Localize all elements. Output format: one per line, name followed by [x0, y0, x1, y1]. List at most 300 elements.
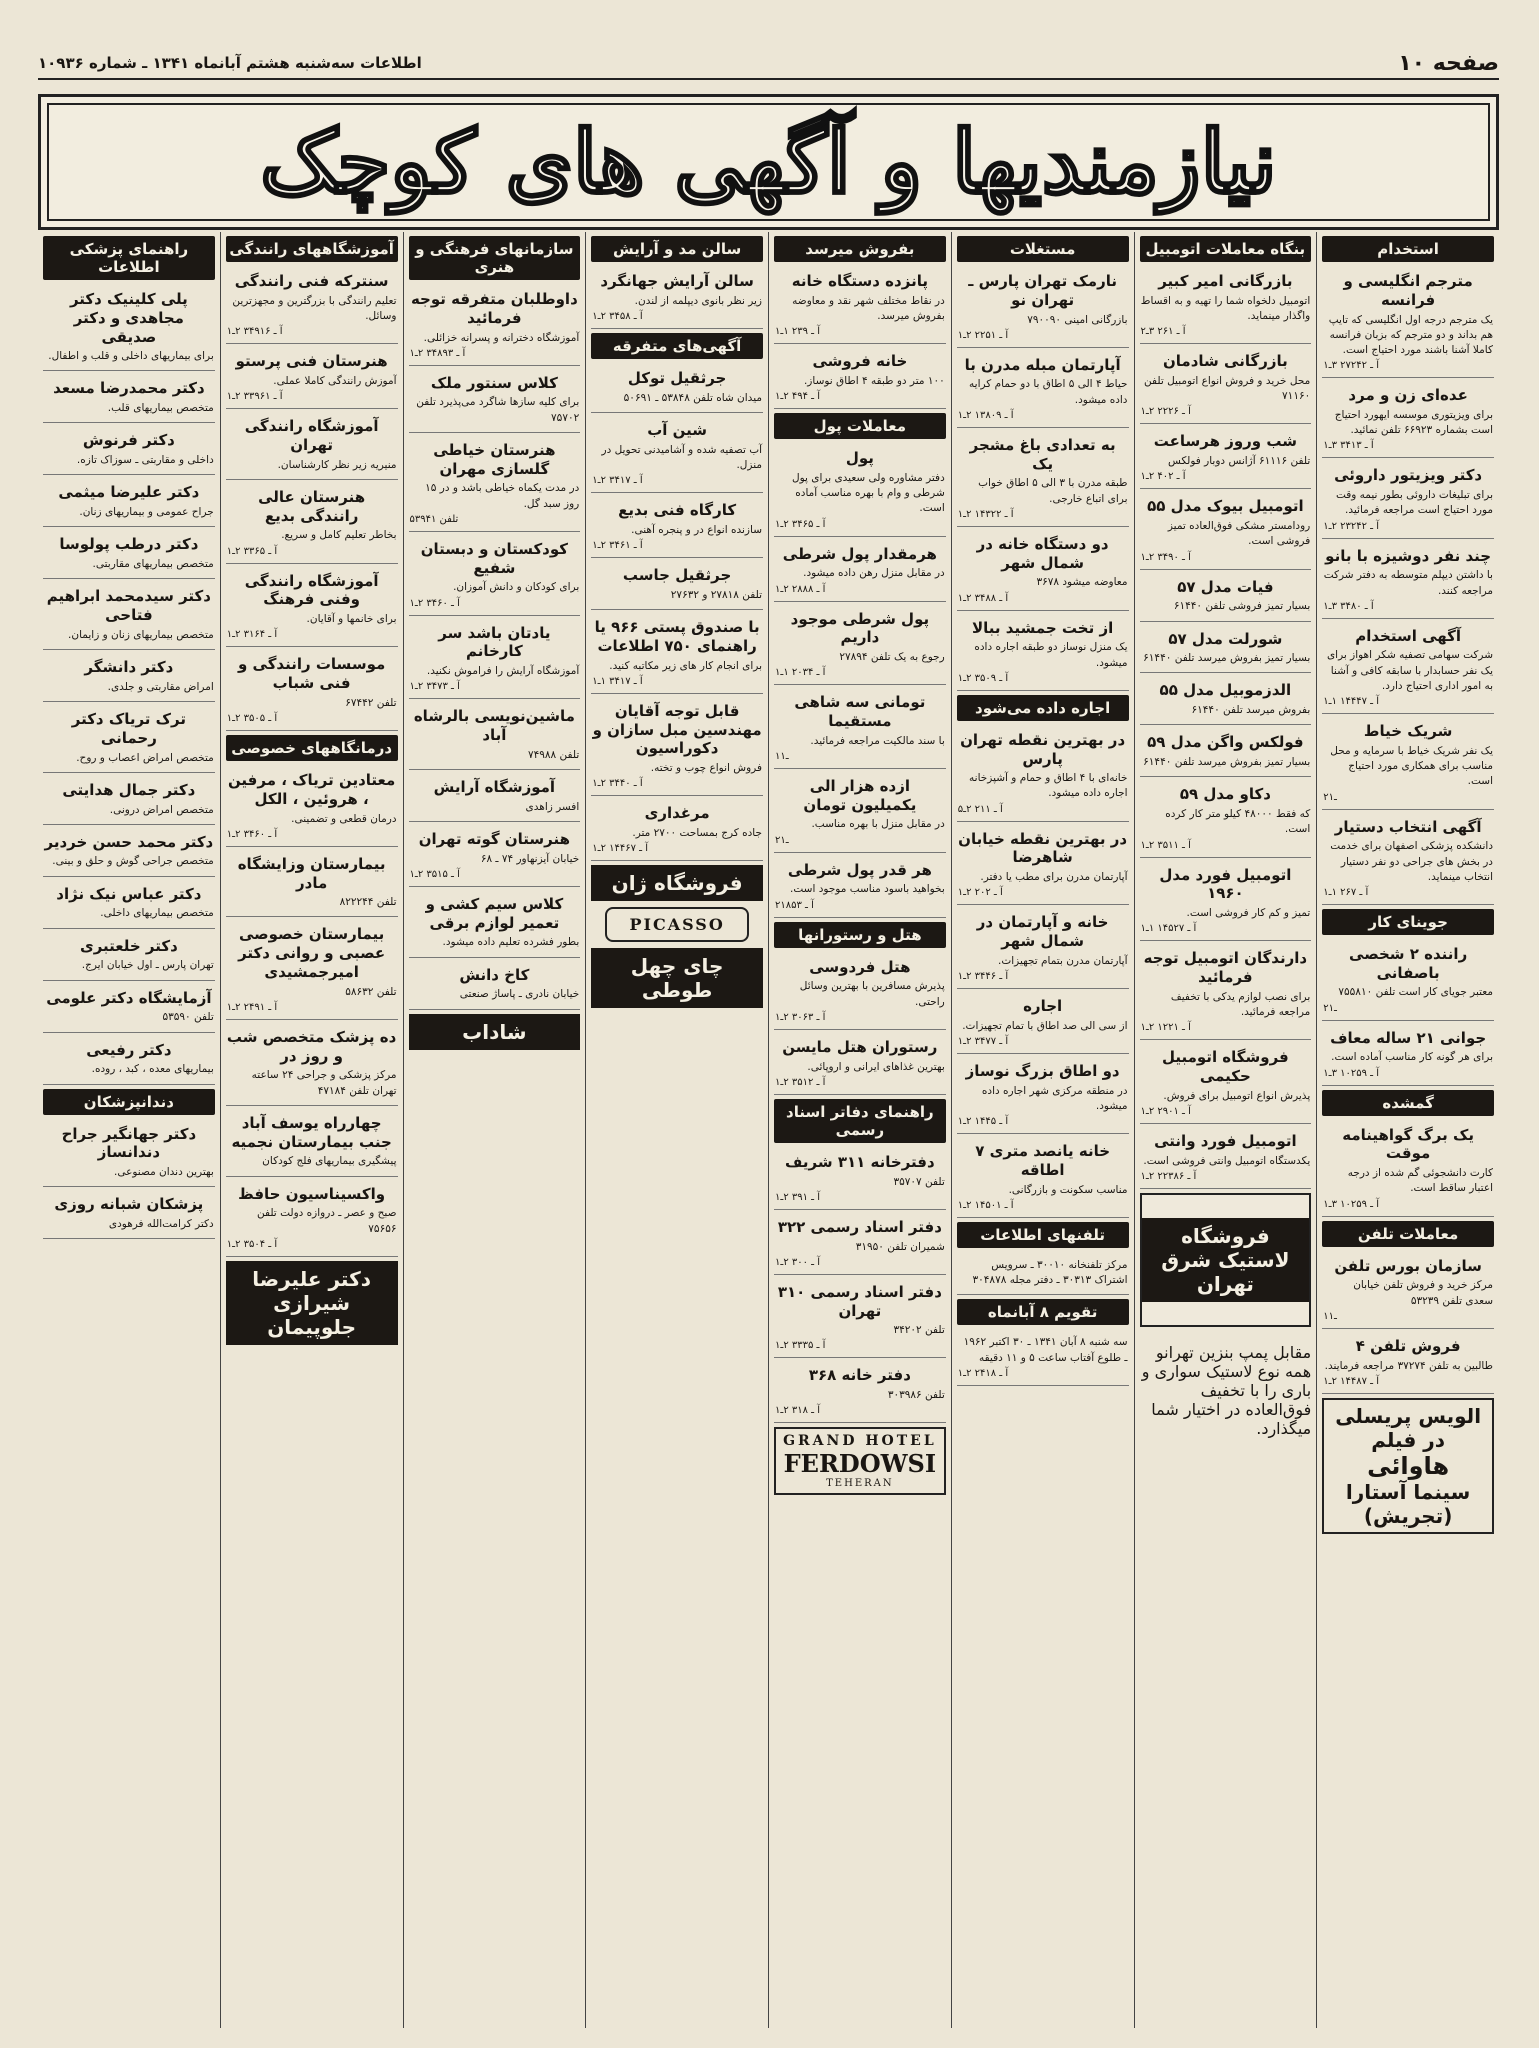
ad-text: پذیرش مسافرین با بهترین وسائل راحتی. — [799, 980, 945, 1008]
ad-code: آ ـ ۲۲۵۱ ۲ـ۱ — [957, 329, 1009, 341]
ad-text: در مقابل منزل رهن داده میشود. — [803, 567, 945, 580]
ad-code: آ ـ ۳۴۴۶ ۲ـ۱ — [957, 971, 1009, 983]
ad-title: داوطلبان متفرقه توجه فرمائید — [410, 290, 578, 327]
ad-title: پول شرطی موجود داریم — [790, 609, 930, 647]
ad-code: آ ـ ۳۵۰۵ ۲ـ۱ — [226, 713, 278, 725]
ad-title: پلی کلینیک دکتر مجاهدی و دکتر صدیقی — [69, 290, 188, 346]
ad-code: آ ـ ۳۴۸۸ ۲ـ۱ — [957, 592, 1009, 604]
ad-title: فروشگاه اتومبیل حکیمی — [1161, 1048, 1289, 1085]
ad-title: واکسیناسیون حافظ — [238, 1184, 386, 1203]
section-heading: استخدام — [1322, 236, 1494, 262]
ad-code: آ ـ ۳۰۶۳ ۲ـ۱ — [775, 1011, 826, 1023]
section-heading: تلفنهای اطلاعات — [957, 1222, 1129, 1248]
ad-text: بخاطر تعلیم کامل و سریع. — [281, 529, 397, 542]
ad-text: تلفن ۶۱۱۱۶ آژانس دوبار فولکس — [1168, 455, 1311, 468]
ad-text: که فقط ۴۸۰۰۰ کیلو متر کار کرده است. — [1165, 808, 1311, 836]
classified-ad — [226, 1110, 398, 1177]
ad-title: یادتان باشد سر کارخانم — [438, 623, 551, 661]
ad-code: آ ـ ۳۵۱۲ ۲ـ۱ — [775, 1076, 826, 1088]
ad-code: آ ـ ۳۱۸ ۲ـ۱ — [775, 1405, 821, 1417]
ad-code: ۲ـ۱ — [1323, 1002, 1337, 1014]
column-2 — [1134, 232, 1317, 2028]
ad-title: در بهترین نقطه تهران پارس — [960, 730, 1126, 768]
ad-title: کلاس سیم کشی و تعمیر لوازم برقی — [425, 894, 564, 932]
classified-ad — [226, 651, 398, 731]
classified-ad — [1322, 1333, 1494, 1394]
ad-title: سالن آرایش جهانگرد — [600, 272, 754, 290]
ad-title: شریک خیاط — [1363, 722, 1453, 741]
classified-ad — [43, 706, 215, 773]
ad-title: دفترخانه ۳۱۱ شریف — [785, 1152, 935, 1171]
ad-title: خانه فروشی — [812, 352, 908, 371]
classified-ad — [1322, 382, 1494, 458]
ad-text: برای بیماریهای داخلی و قلب و اطفال. — [48, 350, 214, 363]
tea-ad: چای چهل طوطی — [591, 948, 763, 1008]
classified-ad — [957, 993, 1129, 1054]
classified-ad — [226, 921, 398, 1019]
ad-title: دکاو مدل ۵۹ — [1179, 785, 1271, 804]
ad-text: در مقابل منزل با بهره مناسب. — [811, 818, 945, 831]
ad-text: تلفن ۵۳۵۹۰ — [162, 1011, 214, 1024]
classified-ad — [774, 1214, 946, 1275]
section-heading: هتل و رستورانها — [774, 922, 946, 948]
ad-title: اتومبیل فورد مدل ۱۹۶۰ — [1159, 865, 1292, 903]
ad-text: سازنده انواع در و پنجره آهنی. — [631, 523, 762, 536]
ad-code: آ ـ ۳۰۰ ۲ـ۱ — [775, 1256, 821, 1268]
cinema-line-2: هاوائی — [1367, 1451, 1450, 1480]
ad-title: دکتر درطب پولوسا — [59, 535, 199, 554]
section-heading: گمشده — [1322, 1090, 1494, 1116]
ad-text: مرکز پزشکی و جراحی ۲۴ ساعته تهران تلفن ۴۷۱۸۴ — [251, 1069, 397, 1097]
ad-text: مناسب سکونت و بازرگانی. — [1008, 1183, 1128, 1196]
columns — [38, 232, 1499, 2028]
ad-text: برای کودکان و دانش آموزان. — [453, 581, 580, 594]
classified-ad — [1322, 941, 1494, 1021]
ad-code: آ ـ ۳۴۶۰ ۲ـ۱ — [409, 597, 460, 609]
classified-ad — [43, 985, 215, 1033]
ad-code: آ ـ ۲۴۱۸ ۲ـ۱ — [957, 1367, 1009, 1379]
ad-title: اتومبیل بیوک مدل ۵۵ — [1147, 497, 1304, 516]
ad-code: آ ـ ۲۳۹ ۱ـ۱ — [775, 326, 821, 338]
ad-title: دفتر خانه ۳۶۸ — [808, 1366, 911, 1385]
tire-shop-ad — [1140, 1193, 1312, 1327]
ad-code: آ ـ ۳۴۱۷ ۱ـ۱ — [592, 675, 643, 687]
ad-text: سه شنبه ۸ آبان ۱۳۴۱ ـ ۳۰ اکتبر ۱۹۶۲ ـ طلوع آفتاب ساعت ۵ و ۱۱ دقیقه — [963, 1336, 1128, 1364]
classified-ad — [226, 767, 398, 847]
ad-text: برای ویزیتوری موسسه ایهورد احتیاج است بشماره ۶۶۹۲۳ تلفن نمائید. — [1334, 408, 1493, 437]
ad-code: آ ـ ۳۴۷۳ ۲ـ۱ — [409, 681, 460, 693]
ad-title: رستوران هتل مایسن — [782, 1037, 938, 1056]
ad-title: هنرستان فنی پرستو — [235, 352, 388, 371]
ad-code: آ ـ ۲۲۳۸۶ ۲ـ۱ — [1140, 1170, 1197, 1182]
ad-text: طالبین به تلفن ۳۷۲۷۴ مراجعه فرمایند. — [1324, 1359, 1493, 1372]
ad-text: درمان قطعی و تضمینی. — [291, 812, 397, 825]
ad-title: فیات مدل ۵۷ — [1177, 577, 1274, 596]
ad-text: با داشتن دیپلم متوسطه به دفتر شرکت مراجعه کنند. — [1323, 569, 1493, 597]
classified-ad — [591, 497, 763, 558]
ad-title: ترک تریاک دکتر رحمانی — [71, 710, 186, 747]
ad-text: مرکز تلفنخانه ۳۰۰۱۰ ـ سرویس اشتراک ۳۰۳۱۳ ـ دفتر مجله ۳۰۴۸۷۸ — [972, 1259, 1128, 1287]
section-heading: سازمانهای فرهنگی و هنری — [409, 236, 581, 280]
ad-code: آ ـ ۱۴۴۸۷ ۲ـ۱ — [1323, 1375, 1380, 1387]
classified-ad — [1322, 268, 1494, 378]
ad-text: برای تبلیغات داروئی بطور نیمه وقت مورد احتیاج است مراجعه فرمائید. — [1335, 489, 1493, 517]
classified-ad — [43, 479, 215, 527]
ad-title: دکتر دانشگر — [84, 658, 174, 677]
ad-text: جراح عمومی و بیماریهای زنان. — [79, 506, 214, 519]
ad-text: محل خرید و فروش انواع اتومبیل تلفن ۷۱۱۶۰ — [1144, 374, 1311, 403]
column-4 — [768, 232, 951, 2028]
ad-text: متخصص امراض درونی. — [109, 803, 214, 816]
classified-ad — [409, 286, 581, 366]
ad-code: آ ـ ۳۴۴۰ ۲ـ۱ — [592, 778, 643, 790]
classified-ad — [774, 857, 946, 918]
ad-title: راننده ۲ شخصی باصفانی — [1349, 944, 1468, 982]
classified-ad — [1322, 1025, 1494, 1086]
column-7 — [220, 232, 403, 2028]
classified-ad — [226, 413, 398, 480]
section-heading: راهنمای پزشکی اطلاعات — [43, 236, 215, 280]
ad-text: جاده کرج بمساحت ۲۷۰۰ متر. — [632, 827, 762, 839]
ad-text: برای کلیه سازها شاگرد می‌پذیرد تلفن ۷۵۷۰۲ — [416, 396, 580, 424]
classified-ad — [1322, 718, 1494, 809]
ad-title: آگهی استخدام — [1355, 626, 1462, 645]
classified-ad — [409, 826, 581, 887]
ad-text: صبح و عصر ـ دروازه دولت تلفن ۷۵۶۵۶ — [257, 1207, 397, 1235]
ad-text: معاوضه میشود ۳۶۷۸ — [1036, 576, 1128, 589]
classified-ad — [774, 773, 946, 853]
classifieds-banner — [38, 94, 1499, 230]
ad-text: متخصص بیماریهای مقاربتی. — [92, 558, 214, 571]
classified-ad — [957, 1331, 1129, 1385]
ad-text: یک مترجم درجه اول انگلیسی که تایپ هم بداند و دو مترجم که بزبان فرانسه کاملا آشنا باشند مورد احتیاج است. — [1328, 313, 1493, 356]
ad-text: دانشکده پزشکی اصفهان برای خدمت در بخش های جراحی دو نفر دستیار انتخاب مینماید. — [1330, 840, 1493, 883]
classified-ad — [591, 800, 763, 861]
ad-text: با سند مالکیت مراجعه فرمائید. — [810, 734, 945, 747]
ad-text: تلفن ۷۴۹۸۸ — [528, 748, 580, 761]
ad-title: دکتر محمد حسن خردیر — [44, 832, 214, 851]
ad-title: سنترکه فنی رانندگی — [234, 272, 389, 290]
ad-title: بیمارستان خصوصی عصبی و روانی دکتر امیرجمشیدی — [238, 925, 386, 981]
classified-ad — [1322, 462, 1494, 538]
ad-code: آ ـ ۳۹۱ ۲ـ۱ — [775, 1191, 821, 1203]
classified-ad — [1140, 862, 1312, 942]
ad-title: جرثقیل جاسب — [622, 566, 732, 585]
ad-code: آ ـ ۲۳۲۴۲ ۲ـ۱ — [1323, 520, 1380, 532]
ad-title: آگهی انتخاب دستیار — [1334, 817, 1482, 836]
ad-text: آپارتمان مدرن برای مطب یا دفتر. — [980, 871, 1128, 884]
ad-title: دکتر خلعتبری — [79, 936, 178, 955]
ad-title: فولکس واگن مدل ۵۹ — [1147, 733, 1304, 752]
classified-ad — [774, 445, 946, 536]
classified-ad — [226, 1181, 398, 1257]
ad-code: آ ـ ۲۰۳۴ ۱ـ۱ — [775, 667, 826, 679]
classified-ad — [591, 614, 763, 694]
section-heading: بنگاه معاملات اتومبیل — [1140, 236, 1312, 262]
ad-title: معتادین تریاک ، مرفین ، هروئین ، الکل — [227, 771, 396, 808]
section-heading: دندانپزشکان — [43, 1089, 215, 1115]
classified-ad — [409, 703, 581, 770]
ad-code: آ ـ ۲۶۷ ۱ـ۱ — [1323, 886, 1369, 898]
classified-ad — [226, 568, 398, 648]
ad-title: نارمک تهران پارس ـ تهران نو — [968, 272, 1117, 309]
ad-text: یک نفر شریک خیاط با سرمایه و محل مناسب برای همکاری مورد احتیاج است. — [1330, 744, 1493, 788]
ad-code: آ ـ ۳۴۶۰ ۲ـ۱ — [226, 828, 278, 840]
ad-text: بازرگانی امینی ۷۹۰۰۹۰ — [1027, 313, 1128, 326]
ad-title: بازرگانی شادمان — [1163, 352, 1288, 371]
ad-title: خانه یانصد متری ۷ اطاقه — [975, 1142, 1111, 1180]
ad-title: جرثقیل توکل — [627, 368, 727, 387]
ad-code: آ ـ ۱۰۲۵۹ ۳ـ۱ — [1323, 1198, 1380, 1210]
ad-code: آ ـ ۲۱۸۵۳ — [775, 899, 814, 911]
cinema-ad — [1322, 1398, 1494, 1534]
ad-text: متخصص بیماریهای داخلی. — [100, 907, 214, 920]
ad-title: دکتر علیرضا میثمی — [58, 483, 200, 502]
ad-code: آ ـ ۳۳۳۵ ۲ـ۱ — [775, 1340, 826, 1352]
ad-title: دارندگان اتومبیل توجه فرمائید — [1143, 949, 1308, 987]
column-6 — [403, 232, 586, 2028]
ad-code: تلفن ۵۳۹۴۱ — [409, 513, 459, 525]
ad-title: ماشین‌نویسی بالرشاه آباد — [413, 707, 575, 745]
classified-ad — [226, 1024, 398, 1106]
ad-text: بسیار تمیز بفروش میرسد تلفن ۶۱۴۴۰ — [1143, 756, 1311, 769]
ad-text: بسیار تمیز فروشی تلفن ۶۱۴۴۰ — [1173, 600, 1311, 613]
classified-ad — [409, 891, 581, 958]
ad-title: پانزده دستگاه خانه — [791, 272, 928, 290]
classified-ad — [1140, 1044, 1312, 1124]
cinema-line-3: سینما آستارا (تجریش) — [1345, 1479, 1471, 1528]
ad-title: کودکستان و دبستان شفیع — [420, 539, 569, 577]
classified-ad — [591, 417, 763, 493]
classified-ad — [226, 268, 398, 344]
ad-title: بازرگانی امیر کبیر — [1158, 272, 1293, 290]
classified-ad — [957, 727, 1129, 822]
ad-text: دفتر مشاوره ولی سعیدی برای پول شرطی و وام با بهره مناسب آماده است. — [791, 471, 945, 515]
ad-code: آ ـ ۴۹۴ ۲ـ۱ — [775, 391, 821, 403]
classified-ad — [774, 268, 946, 344]
ad-code: ۲ـ۱ — [775, 834, 789, 846]
ad-text: رجوع به یک تلفن ۲۷۸۹۴ — [839, 651, 945, 664]
classified-ad — [43, 829, 215, 877]
ad-text: یک منزل نوساز دو طبقه اجاره داده میشود. — [974, 641, 1128, 669]
ad-text: بفروش میرسد تلفن ۶۱۴۴۰ — [1191, 704, 1311, 717]
ad-title: عده‌ای زن و مرد — [1348, 386, 1468, 405]
ad-text: ۱۰۰ متر دو طبقه ۴ اطاق نوساز. — [803, 374, 945, 387]
ad-code: آ ـ ۲۹۰۱ ۲ـ۱ — [1140, 1105, 1191, 1117]
ad-text: بطور فشرده تعلیم داده میشود. — [442, 936, 580, 949]
ad-title: شورلت مدل ۵۷ — [1168, 629, 1283, 648]
ad-title: اجاره — [1023, 997, 1063, 1016]
ad-text: آموزش رانندگی کاملا عملی. — [273, 374, 397, 387]
classified-ad — [43, 777, 215, 825]
classified-ad — [1322, 543, 1494, 619]
classified-ad — [226, 484, 398, 564]
ad-title: با صندوق پستی ۹۶۶ یا راهنمای ۷۵۰ اطلاعات — [594, 618, 760, 655]
hotel-logo-grand: GRAND HOTEL — [783, 1433, 937, 1450]
ad-title: فروش تلفن ۴ — [1355, 1336, 1461, 1355]
ad-code: آ ـ ۲۷۲۴۲ ۳ـ۱ — [1323, 360, 1380, 372]
classified-ad — [1140, 428, 1312, 489]
ad-code: آ ـ ۳۴۵۸ ۲ـ۱ — [592, 310, 643, 322]
ad-title: هنرستان گوته تهران — [418, 829, 571, 848]
ad-title: سازمان بورس تلفن — [1334, 1256, 1482, 1275]
ad-text: تعلیم رانندگی با بزرگترین و مجهزترین وسائل. — [232, 294, 397, 322]
section-heading: درمانگاههای خصوصی — [226, 735, 398, 761]
ad-text: بیماریهای معده ، کبد ، روده. — [91, 1063, 214, 1076]
hotel-logo-name: FERDOWSI — [783, 1449, 937, 1479]
ad-text: خیابان نادری ـ پاساژ صنعتی — [459, 988, 580, 1001]
classified-ad — [1322, 1253, 1494, 1329]
ad-text: پذیرش انواع اتومبیل برای فروش. — [1163, 1089, 1311, 1102]
section-heading: مستغلات — [957, 236, 1129, 262]
ad-title: دفتر اسناد رسمی ۳۱۰ تهران — [777, 1282, 942, 1320]
ad-title: چهارراه یوسف آباد جنب بیمارستان نجمیه — [231, 1113, 392, 1151]
ad-title: دفتر اسناد رسمی ۳۲۲ — [777, 1217, 942, 1236]
ad-code: آ ـ ۱۴۴۶۷ ۲ـ۱ — [592, 843, 649, 855]
ad-code: آ ـ ۱۴۴۴۷ ۱ـ۱ — [1323, 696, 1380, 708]
ad-text: مرکز خرید و فروش تلفن خیابان سعدی تلفن ۵۳۲۳۹ — [1353, 1279, 1493, 1307]
ad-text: تلفن ۶۷۴۴۲ — [345, 696, 397, 709]
ad-title: دکتر سیدمحمد ابراهیم فتاحی — [46, 587, 211, 625]
ad-title: دکتر عباس نیک نژاد — [56, 884, 202, 903]
classified-ad — [774, 1362, 946, 1423]
tire-shop-name: فروشگاه لاستیک شرق تهران — [1142, 1218, 1310, 1302]
classified-ad — [43, 375, 215, 423]
ad-text: فروش انواع چوب و تخته. — [650, 762, 762, 775]
section-heading: بفروش میرسد — [774, 236, 946, 262]
classified-ad — [774, 689, 946, 769]
ad-title: کارگاه فنی بدیع — [618, 501, 737, 520]
classified-ad — [591, 698, 763, 796]
ad-text: تهران پارس ـ اول خیابان ایرج. — [81, 959, 214, 972]
ad-code: آ ـ ۳۳۹۶۱ ۲ـ۱ — [226, 391, 283, 403]
ad-text: تلفن ۸۲۲۲۴۴ — [339, 896, 397, 909]
ad-code: آ ـ ۳۴۸۹۳ ۲ـ۱ — [409, 347, 466, 359]
ad-text: رودامستر مشکی فوق‌العاده تمیز فروشی است. — [1167, 520, 1311, 548]
column-3 — [951, 232, 1134, 2028]
ad-code: آ ـ ۱۲۲۱ ۲ـ۱ — [1140, 1022, 1191, 1034]
ad-title: موسسات رانندگی و فنی شباب — [237, 655, 386, 693]
ad-text: معتبر جویای کار است تلفن ۷۵۵۸۱۰ — [1338, 986, 1493, 999]
ad-text: حیاط ۴ الی ۵ اطاق با دو حمام کرایه داده میشود. — [969, 378, 1128, 406]
ad-code: آ ـ ۲۲۲۶ ۲ـ۱ — [1140, 406, 1191, 418]
classified-ad — [43, 881, 215, 929]
shadab-ad: شاداب — [409, 1014, 581, 1050]
ad-code: آ ـ ۳۴۹۱۶ ۲ـ۱ — [226, 326, 283, 338]
ad-text: آموزشگاه آرایش را فراموش نکنید. — [426, 665, 580, 678]
ad-text: در مدت یکماه خیاطی باشد و در ۱۵ روز سبد گل. — [425, 482, 580, 510]
classified-ad — [1140, 574, 1312, 622]
issue-info: اطلاعات سه‌شنبه هشتم آبانماه ۱۳۴۱ ـ شماره ۱۰۹۳۶ — [38, 54, 422, 72]
ad-title: کلاس سنتور ملک — [430, 373, 558, 392]
ad-title: در بهترین نقطه خیابان شاهرضا — [958, 829, 1128, 867]
ad-title: آموزشگاه رانندگی تهران — [244, 417, 379, 454]
classified-ad — [1322, 1122, 1494, 1217]
ad-text: کارت دانشجوئی گم شده از درجه اعتبار ساقط است. — [1347, 1167, 1493, 1195]
ad-text: برای خانمها و آقایان. — [306, 613, 397, 626]
ad-code: آ ـ ۳۳۶۵ ۲ـ۱ — [226, 545, 278, 557]
section-heading: تقویم ۸ آبانماه — [957, 1299, 1129, 1325]
shop-jean-ad: فروشگاه ژان — [591, 865, 763, 901]
ad-code: آ ـ ۲۱۱ ۲ـ۵ — [957, 803, 1003, 815]
ad-text: برای نصب لوازم یدکی با تخفیف مراجعه فرمائید. — [1170, 990, 1311, 1019]
ad-text: در منطقه مرکزی شهر اجاره داده میشود. — [981, 1084, 1128, 1113]
classified-ad — [43, 654, 215, 702]
classified-ad — [957, 432, 1129, 527]
classified-ad — [957, 1058, 1129, 1134]
ad-text: آپارتمان مدرن بتمام تجهیزات. — [998, 954, 1128, 967]
section-heading: سالن مد و آرایش — [591, 236, 763, 262]
classified-ad — [1322, 814, 1494, 905]
ad-title: به تعدادی باغ مشجر یک — [969, 435, 1116, 473]
ad-code: آ ـ ۲۰۲ ۲ـ۱ — [957, 887, 1003, 899]
ad-text: تلفن ۳۰۳۹۸۶ — [887, 1389, 945, 1402]
ad-text: تمیز و کم کار فروشی است. — [1186, 907, 1311, 920]
ad-title: آموزشگاه رانندگی وفنی فرهنگ — [244, 571, 379, 609]
ad-code: آ ـ ۲۴۹۱ ۲ـ۱ — [226, 1001, 278, 1013]
ad-title: الدزموبیل مدل ۵۵ — [1159, 681, 1292, 700]
ad-code: آ ـ ۳۱۶۴ ۲ـ۱ — [226, 629, 278, 641]
classified-ad — [774, 1279, 946, 1359]
ad-code: آ ـ ۱۴۳۲۲ ۲ـ۱ — [957, 508, 1014, 520]
column-1 — [1316, 232, 1499, 2028]
classified-ad — [43, 933, 215, 981]
classified-ad — [1140, 268, 1312, 344]
ad-code: آ ـ ۱۰۲۵۹ ۳ـ۱ — [1323, 1067, 1380, 1079]
ad-code: ۱ـ۱ — [1323, 1310, 1337, 1322]
ad-title: دکتر جمال هدایتی — [62, 780, 196, 799]
ad-title: آپارتمان مبله مدرن با — [964, 355, 1121, 374]
section-heading: جوینای کار — [1322, 909, 1494, 935]
classified-ad — [957, 1254, 1129, 1295]
ad-title: یک برگ گواهینامه موقت — [1342, 1125, 1474, 1163]
ad-title: شب وروز هرساعت — [1153, 432, 1297, 451]
ad-text: تلفن ۳۴۲۰۲ — [893, 1324, 945, 1337]
ad-text: از سی الی صد اطاق با تمام تجهیزات. — [962, 1019, 1128, 1032]
ad-title: هرمقدار پول شرطی — [782, 544, 937, 563]
ad-text: در نقاط مختلف شهر نقد و معاوضه بفروش میرسد. — [792, 294, 945, 322]
ad-code: آ ـ ۳۵۱۵ ۲ـ۱ — [409, 868, 460, 880]
ad-title: جوانی ۲۱ ساله معاف — [1330, 1028, 1487, 1047]
classified-ad — [774, 348, 946, 409]
classified-ad — [1140, 945, 1312, 1040]
section-heading: آموزشگاههای رانندگی — [226, 236, 398, 262]
classified-ad — [774, 606, 946, 686]
ad-title: چند نفر دوشیزه با بانو — [1325, 546, 1492, 565]
ad-title: دکتر فرنوش — [82, 431, 175, 450]
section-heading: اجاره داده می‌شود — [957, 695, 1129, 721]
classified-ad — [1140, 626, 1312, 674]
ad-text: خیابان آیزنهاور ۷۴ ـ ۶۸ — [480, 852, 580, 865]
ad-text: برای انجام کار های زیر مکاتبه کنید. — [609, 659, 762, 672]
ad-text: دکتر کرامت‌الله فرهودی — [108, 1218, 214, 1231]
ad-text: میدان شاه تلفن ۵۳۸۴۸ ـ ۵۰۶۹۱ — [623, 391, 762, 404]
ad-title: ازده هزار الی یکمیلیون تومان — [803, 776, 917, 814]
ad-text: داخلی و مقاربتی ـ سوزاک تازه. — [76, 454, 214, 467]
ad-text: بسیار تمیز بفروش میرسد تلفن ۶۱۴۴۰ — [1143, 652, 1311, 665]
classified-ad — [774, 541, 946, 602]
ad-title: پزشکان شبانه روزی — [54, 1195, 204, 1214]
ad-title: آزمایشگاه دکتر علومی — [46, 988, 212, 1007]
classified-ad — [1140, 729, 1312, 777]
ad-code: آ ـ ۱۴۵۲۷ ۱ـ۱ — [1140, 923, 1197, 935]
ad-code: آ ـ ۳۵۱۱ ۲ـ۱ — [1140, 839, 1191, 851]
banner-title: نیازمندیها و آگهی های کوچک — [260, 111, 1277, 213]
ad-title: هتل فردوسی — [809, 957, 911, 976]
ad-text: افسر زاهدی — [525, 800, 580, 813]
ad-code: آ ـ ۱۴۵۰۱ ۲ـ۱ — [957, 1200, 1014, 1211]
ad-text: تلفن ۲۷۸۱۸ و ۲۷۶۳۲ — [670, 588, 762, 601]
